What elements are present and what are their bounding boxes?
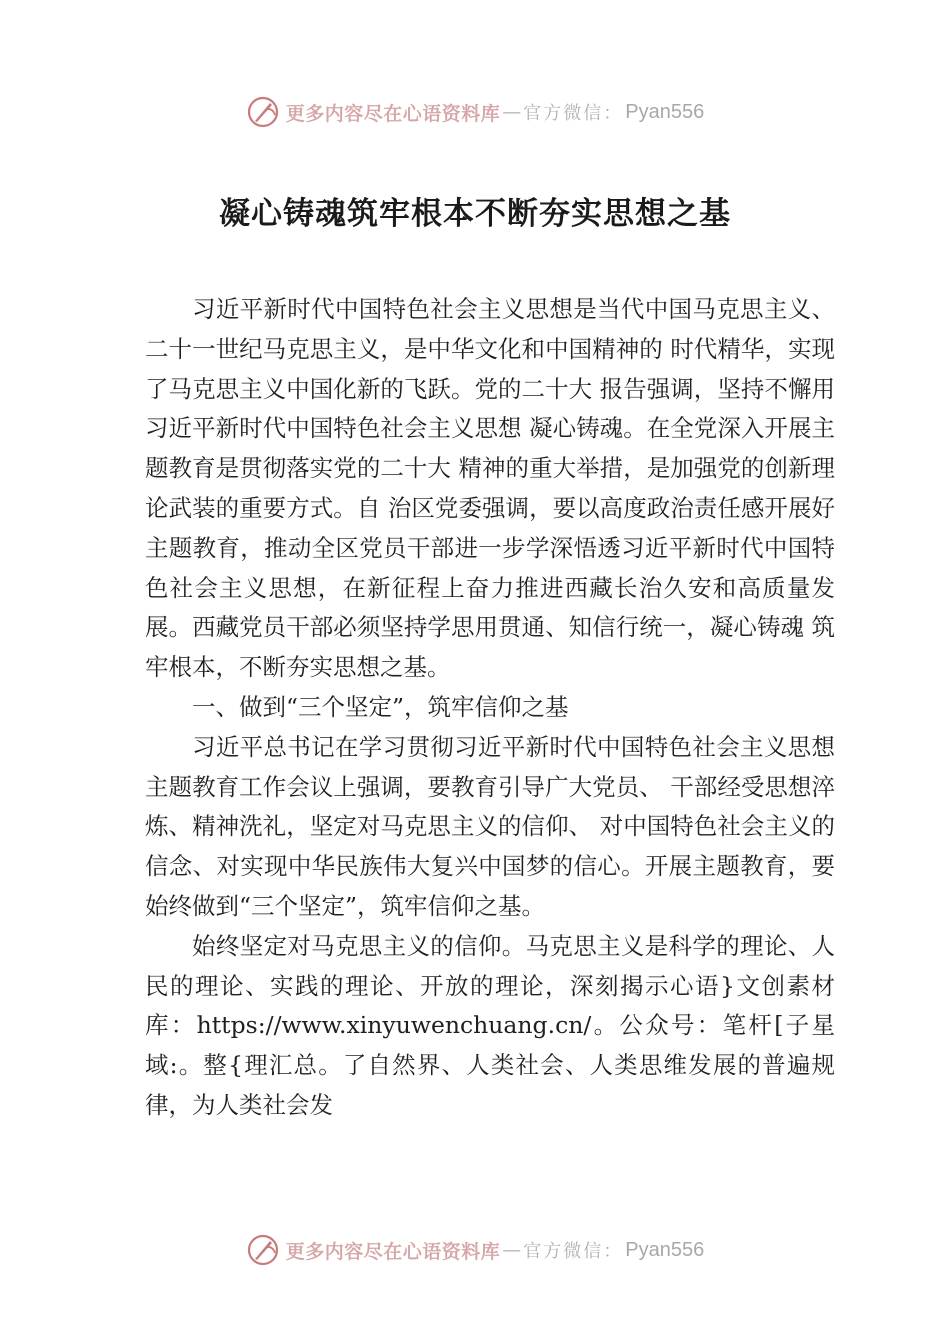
- wechat-label: 官方微信：: [523, 103, 624, 124]
- section-heading: 一、做到“三个坚定”，筑牢信仰之基: [192, 692, 569, 721]
- footer-banner: [0, 1230, 950, 1270]
- separator-dash: —: [502, 101, 522, 123]
- document-body: [145, 290, 835, 1126]
- quill-logo-icon: [246, 95, 280, 129]
- wechat-account: Pyan556: [625, 1238, 705, 1261]
- header-banner: [0, 92, 950, 132]
- wechat-account: Pyan556: [625, 100, 705, 123]
- separator-dash: —: [502, 1239, 522, 1261]
- wechat-label: 官方微信：: [523, 1241, 624, 1262]
- document-title: 凝心铸魂筑牢根本不断夯实思想之基: [219, 196, 731, 232]
- promo-text: 更多内容尽在心语资料库: [285, 1240, 501, 1263]
- quill-logo-icon: [246, 1233, 280, 1267]
- body-paragraph: 习近平新时代中国特色社会主义思想是当代中国马克思主义、二十一世纪马克思主义，是中华文化和中国精神的 时代精华，实现了马克思主义中国化新的飞跃。党的二十大 报告强调，坚持不懈用习近平新时代中国特色社会主义思想 凝心铸魂。在全党深入开展主题教育是贯彻落实党的二十大 精神的重大举措，是加强党的创新理论武装的重要方式。自 治区党委强调，要以高度政治责任感开展好主题教育，推动全区党员干部进一步学深悟透习近平新时代中国特色社会主义思想，在新征程上奋力推进西藏长治久安和高质量发展。西藏党员干部必须坚持学思用贯通、知信行统一，凝心铸魂 筑牢根本，不断夯实思想之基。: [145, 295, 835, 682]
- body-paragraph: 始终坚定对马克思主义的信仰。马克思主义是科学的理论、人民的理论、实践的理论、开放的理论，深刻揭示心语}文创素材库：https://www.xinyuwenchuang.cn/。公众号：笔杆[子星域:。整{理汇总。了自然界、人类社会、人类思维发展的普遍规律，为人类社会发: [145, 931, 835, 1119]
- body-paragraph: 习近平总书记在学习贯彻习近平新时代中国特色社会主义思想主题教育工作会议上强调，要教育引导广大党员、 干部经受思想淬炼、精神洗礼，坚定对马克思主义的信仰、 对中国特色社会主义的信念、对实现中华民族伟大复兴中国梦的信心。开展主题教育，要始终做到“三个坚定”，筑牢信仰之基。: [145, 732, 835, 920]
- promo-text: 更多内容尽在心语资料库: [285, 102, 501, 125]
